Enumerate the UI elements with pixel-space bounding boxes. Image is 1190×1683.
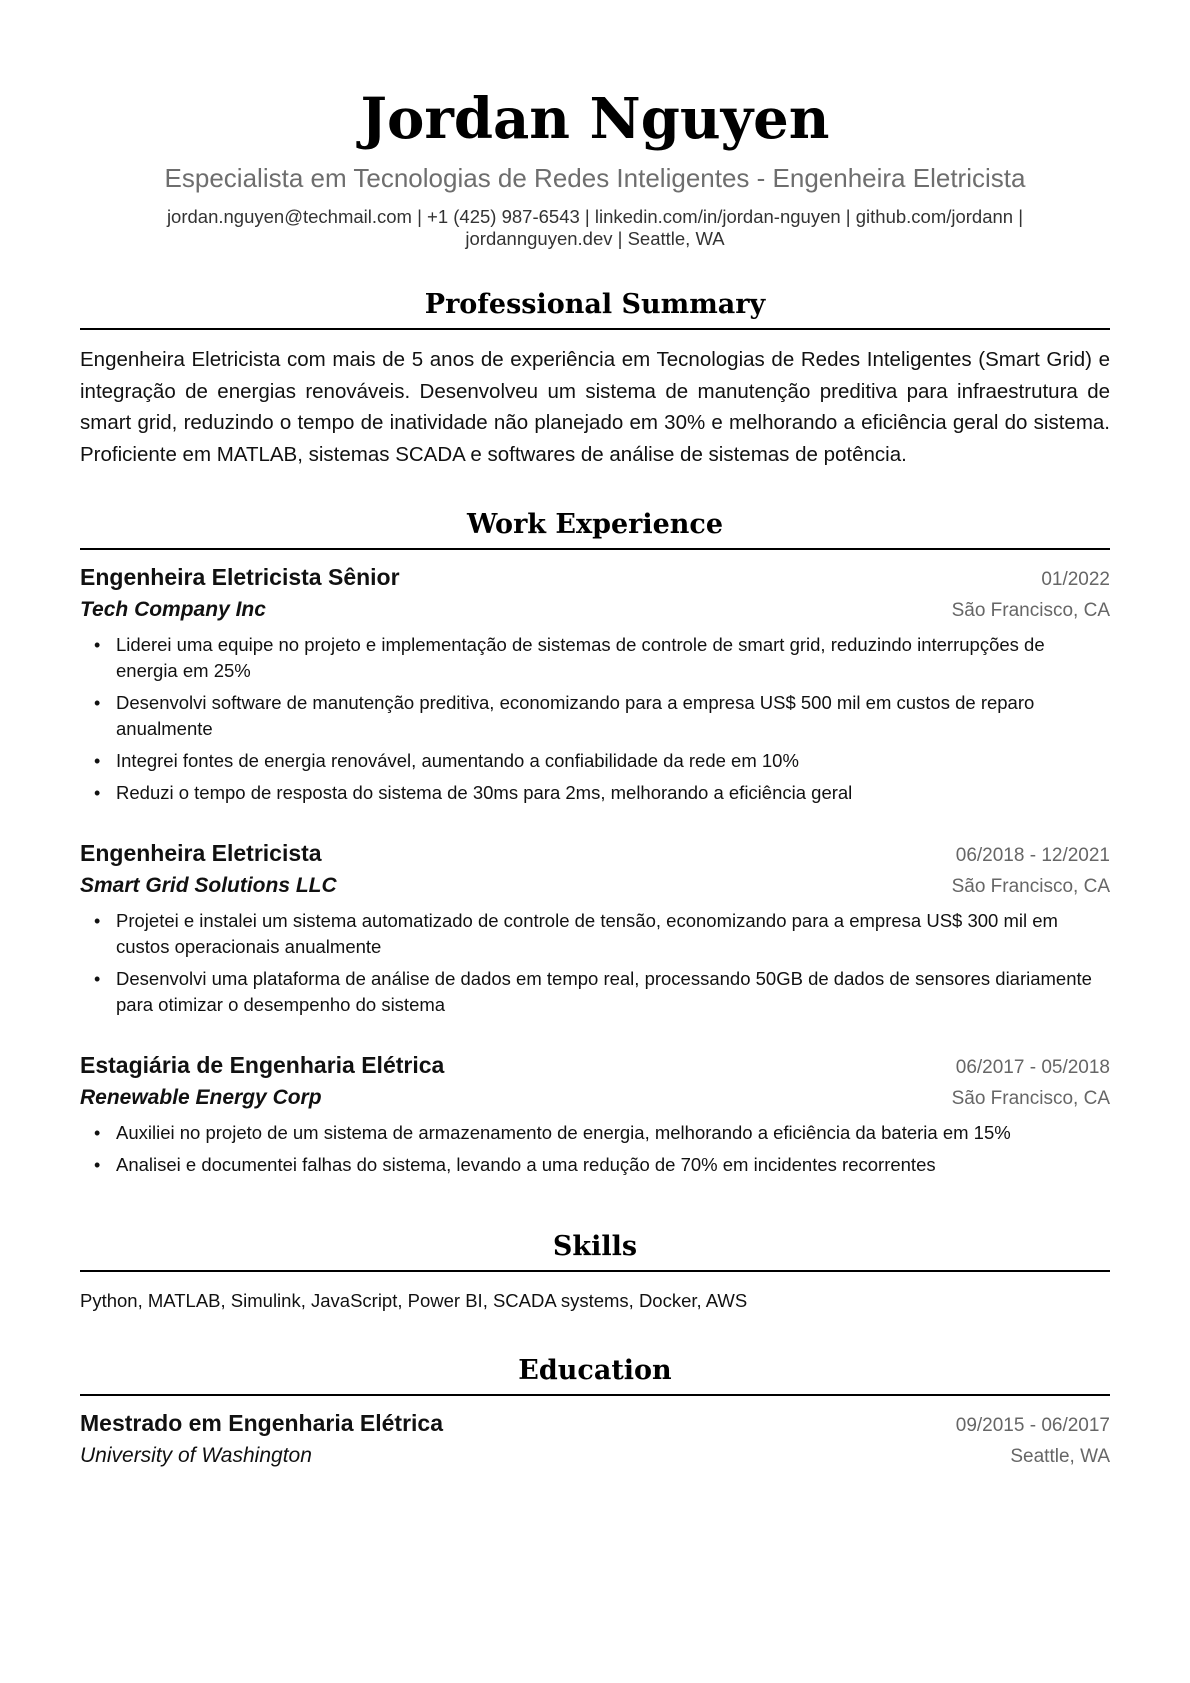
job-title: Engenheira Eletricista [80,840,322,866]
candidate-name: Jordan Nguyen [360,86,830,152]
list-item: • Reduzi o tempo de resposta do sistema de 30ms para 2ms, melhorando a eficiência geral [94,780,1110,806]
education-date: 09/2015 - 06/2017 [955,1415,1110,1436]
list-item: • Desenvolvi software de manutenção preditiva, economizando para a empresa US$ 500 mil em custos de reparo anualmente [94,690,1110,742]
degree-name: Mestrado em Engenharia Elétrica [80,1410,444,1436]
school-name: University of Washington [80,1444,312,1467]
contact-info [115,206,1075,250]
job-bullets [80,908,1110,1018]
job-bullets [80,1120,1110,1178]
skills-title: Skills [80,1230,1110,1272]
summary-text: Engenheira Eletricista com mais de 5 anos de experiência em Tecnologias de Redes Inteligentes (Smart Grid) e integração de energias renováveis. Desenvolveu um sistema de manutenção preditiva para infraestrutura de smart grid, reduzindo o tempo de inatividade não planejado em 30% e melhorando a eficiência geral do sistema. Proficiente em MATLAB, sistemas SCADA e softwares de análise de sistemas de potência. [80,348,1110,466]
job-title: Engenheira Eletricista Sênior [80,564,400,590]
list-item: • Integrei fontes de energia renovável, aumentando a confiabilidade da rede em 10% [94,748,1110,774]
job-title: Estagiária de Engenharia Elétrica [80,1052,445,1078]
education-title: Education [80,1354,1110,1396]
skills-text: Python, MATLAB, Simulink, JavaScript, Power BI, SCADA systems, Docker, AWS [80,1290,748,1311]
job-entry [80,838,1110,1018]
job-date: 06/2018 - 12/2021 [955,845,1110,866]
education-entry [80,1408,1110,1472]
summary-title: Professional Summary [80,288,1110,330]
list-item: • Analisei e documentei falhas do sistema, levando a uma redução de 70% em incidentes recorrentes [94,1152,1110,1178]
candidate-headline: Especialista em Tecnologias de Redes Inteligentes - Engenheira Eletricista [164,163,1026,193]
education-location: Seattle, WA [1010,1446,1110,1467]
list-item: • Auxiliei no projeto de um sistema de armazenamento de energia, melhorando a eficiência da bateria em 15% [94,1120,1110,1146]
skills-section [80,1230,1110,1314]
job-date: 06/2017 - 05/2018 [955,1057,1110,1078]
job-entry [80,1050,1110,1178]
job-bullets [80,632,1110,806]
education-section [80,1354,1110,1472]
job-location: São Francisco, CA [951,1088,1110,1109]
experience-title: Work Experience [80,508,1110,550]
experience-section [80,508,1110,1178]
job-date: 01/2022 [1041,569,1110,590]
job-location: São Francisco, CA [951,876,1110,897]
list-item: • Desenvolvi uma plataforma de análise de dados em tempo real, processando 50GB de dados de sensores diariamente para otimizar o desempenho do sistema [94,966,1110,1018]
job-entry [80,562,1110,806]
summary-section [80,288,1110,470]
job-location: São Francisco, CA [951,600,1110,621]
company-name: Smart Grid Solutions LLC [80,874,337,897]
list-item: • Liderei uma equipe no projeto e implementação de sistemas de controle de smart grid, reduzindo interrupções de energia em 25% [94,632,1110,684]
company-name: Renewable Energy Corp [80,1086,322,1109]
contact-line-1: jordan.nguyen@techmail.com | +1 (425) 987-6543 | linkedin.com/in/jordan-nguyen | github.com/jordann | [166,206,1024,227]
contact-line-2: jordannguyen.dev | Seattle, WA [465,228,725,249]
company-name: Tech Company Inc [80,598,266,621]
list-item: • Projetei e instalei um sistema automatizado de controle de tensão, economizando para a empresa US$ 300 mil em custos operacionais anualmente [94,908,1110,960]
